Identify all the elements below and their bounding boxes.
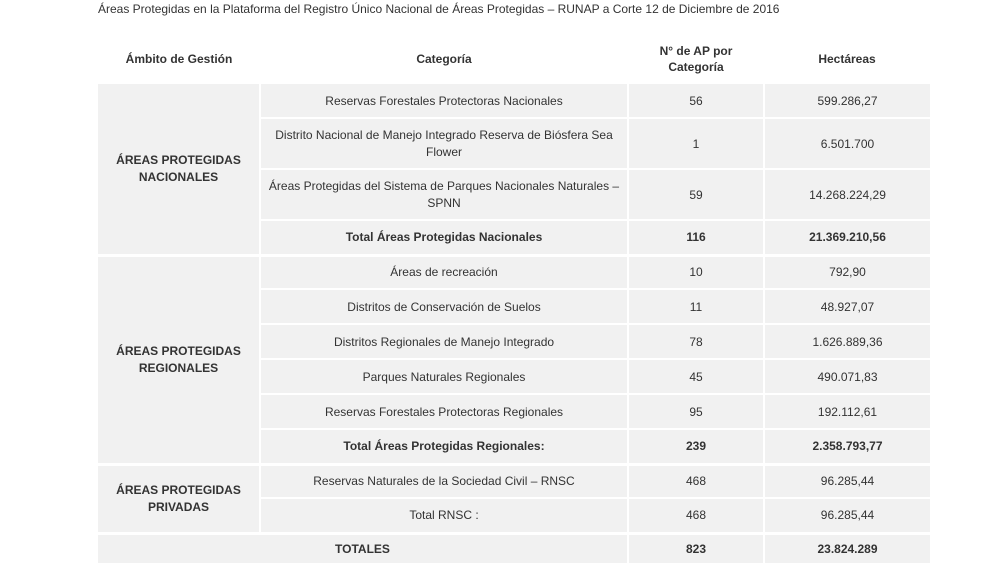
header-categoria: Categoría: [260, 34, 628, 84]
table-row: [98, 255, 930, 289]
header-ambito: Ámbito de Gestión: [98, 34, 260, 84]
hectareas-cell: 96.285,44: [764, 464, 930, 498]
total-num-ap-cell: 239: [628, 429, 764, 464]
total-categoria-cell: Total RNSC :: [260, 498, 628, 533]
ambito-privadas: ÁREAS PROTEGIDAS PRIVADAS: [98, 464, 260, 533]
header-row: [98, 34, 930, 84]
num-ap-cell: 1: [628, 118, 764, 169]
hectareas-cell: 1.626.889,36: [764, 324, 930, 359]
categoria-cell: Parques Naturales Regionales: [260, 359, 628, 394]
categoria-cell: Distritos de Conservación de Suelos: [260, 289, 628, 324]
categoria-cell: Reservas Naturales de la Sociedad Civil – RNSC: [260, 464, 628, 498]
num-ap-cell: 10: [628, 255, 764, 289]
header-num-ap: N° de AP por Categoría: [628, 34, 764, 84]
hectareas-cell: 490.071,83: [764, 359, 930, 394]
num-ap-cell: 59: [628, 169, 764, 220]
categoria-cell: Reservas Forestales Protectoras Regionales: [260, 394, 628, 429]
grand-total-row: [98, 533, 930, 563]
num-ap-cell: 56: [628, 84, 764, 118]
ambito-nacionales: ÁREAS PROTEGIDAS NACIONALES: [98, 84, 260, 255]
total-num-ap-cell: 116: [628, 220, 764, 255]
hectareas-cell: 6.501.700: [764, 118, 930, 169]
total-categoria-cell: Total Áreas Protegidas Regionales:: [260, 429, 628, 464]
protected-areas-table: [98, 34, 930, 563]
ambito-regionales: ÁREAS PROTEGIDAS REGIONALES: [98, 255, 260, 464]
table-row: [98, 464, 930, 498]
categoria-cell: Reservas Forestales Protectoras Nacionales: [260, 84, 628, 118]
total-categoria-cell: Total Áreas Protegidas Nacionales: [260, 220, 628, 255]
protected-areas-table-container: [98, 34, 930, 563]
total-hectareas-cell: 2.358.793,77: [764, 429, 930, 464]
hectareas-cell: 192.112,61: [764, 394, 930, 429]
num-ap-cell: 45: [628, 359, 764, 394]
categoria-cell: Distritos Regionales de Manejo Integrado: [260, 324, 628, 359]
header-hectareas: Hectáreas: [764, 34, 930, 84]
total-hectareas-cell: 96.285,44: [764, 498, 930, 533]
num-ap-cell: 95: [628, 394, 764, 429]
total-hectareas-cell: 21.369.210,56: [764, 220, 930, 255]
grand-total-num-ap: 823: [628, 533, 764, 563]
categoria-cell: Áreas de recreación: [260, 255, 628, 289]
hectareas-cell: 14.268.224,29: [764, 169, 930, 220]
hectareas-cell: 599.286,27: [764, 84, 930, 118]
hectareas-cell: 792,90: [764, 255, 930, 289]
grand-total-hectareas: 23.824.289: [764, 533, 930, 563]
table-caption: Áreas Protegidas en la Plataforma del Registro Único Nacional de Áreas Protegidas – RUNAP a Corte 12 de Diciembre de 2016: [98, 2, 780, 16]
categoria-cell: Áreas Protegidas del Sistema de Parques Nacionales Naturales – SPNN: [260, 169, 628, 220]
grand-total-label: TOTALES: [98, 533, 628, 563]
hectareas-cell: 48.927,07: [764, 289, 930, 324]
total-num-ap-cell: 468: [628, 498, 764, 533]
num-ap-cell: 11: [628, 289, 764, 324]
num-ap-cell: 78: [628, 324, 764, 359]
table-row: [98, 84, 930, 118]
num-ap-cell: 468: [628, 464, 764, 498]
categoria-cell: Distrito Nacional de Manejo Integrado Reserva de Biósfera Sea Flower: [260, 118, 628, 169]
